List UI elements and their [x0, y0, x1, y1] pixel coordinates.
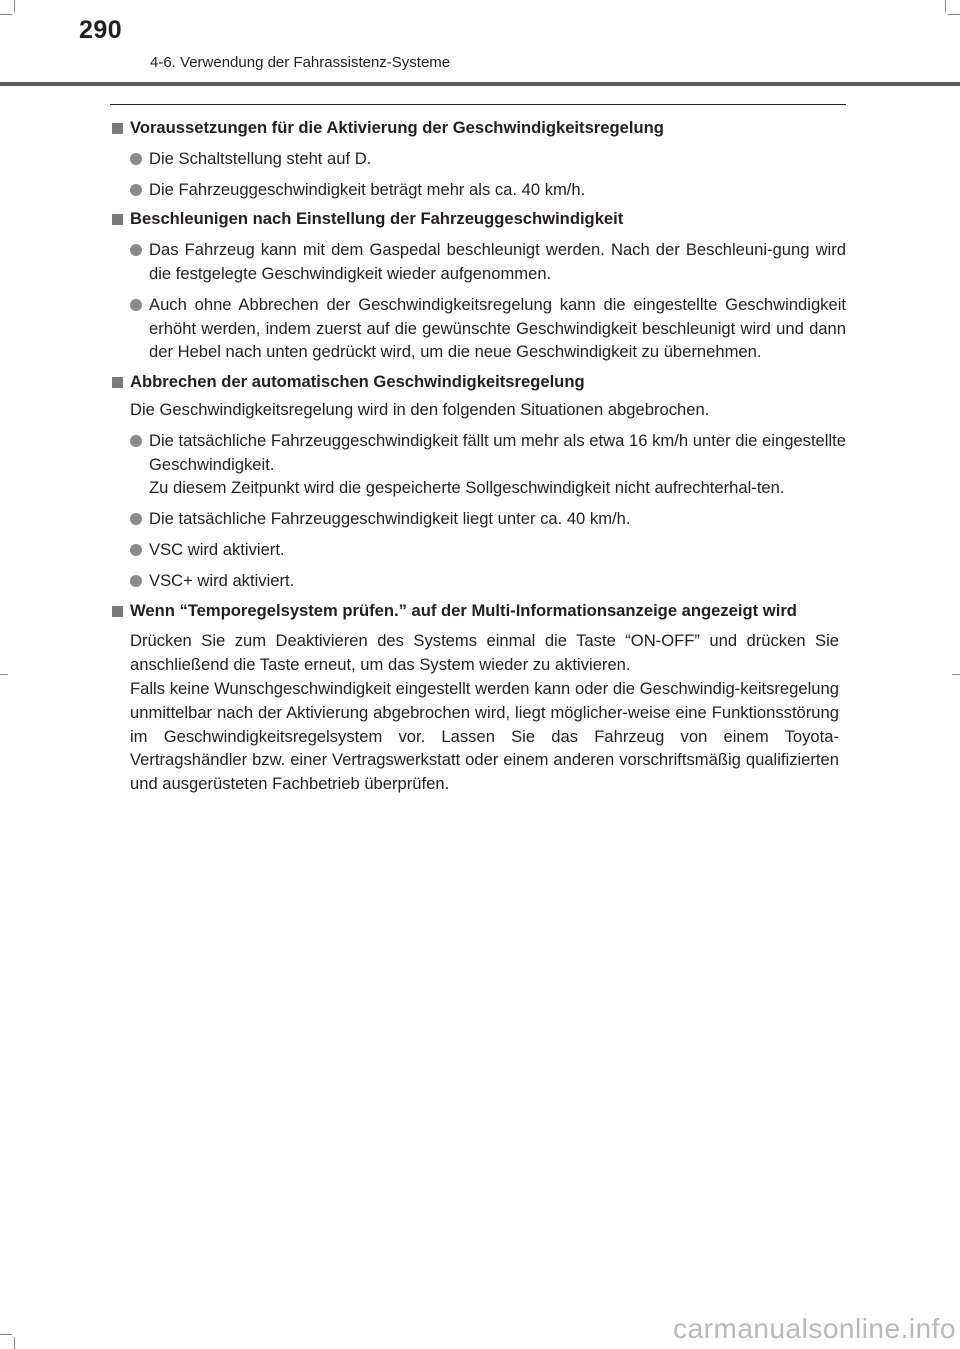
list-item-text: Die Fahrzeuggeschwindigkeit beträgt mehr als ca. 40 km/h. [149, 179, 586, 199]
section-heading [112, 599, 846, 623]
list-item-text: Auch ohne Abbrechen der Geschwindigkeitsregelung kann die eingestellte Geschwindigkeit erhöht werden, indem zuerst auf die gewünschte Geschwindigkeit beschleunigt wird und dann der Hebel nach unten gedrückt wird, um die neue Geschwindigkeit zu übernehmen. [149, 294, 846, 362]
list-item-text: Die tatsächliche Fahrzeuggeschwindigkeit liegt unter ca. 40 km/h. [149, 509, 631, 529]
square-bullet-icon [112, 123, 123, 134]
paragraph-text: Drücken Sie zum Deaktivieren des Systems einmal die Taste “ON-OFF” und drücken Sie anschließend die Taste erneut, um das System wieder zu aktivieren. [130, 631, 839, 675]
section-heading [112, 370, 846, 394]
list-item [112, 147, 846, 171]
square-bullet-icon [112, 606, 123, 617]
list-item [112, 569, 846, 593]
circle-bullet-icon [130, 299, 142, 311]
crop-mark [948, 14, 960, 15]
list-item [112, 178, 846, 202]
crop-mark [14, 1337, 15, 1349]
list-item [112, 538, 846, 562]
crop-mark [952, 674, 960, 675]
circle-bullet-icon [130, 435, 142, 447]
section-heading [112, 207, 846, 231]
list-item [112, 293, 846, 364]
crop-mark [0, 1334, 12, 1335]
list-item-line: Die tatsächliche Fahrzeuggeschwindigkeit fällt um mehr als etwa 16 km/h unter die eingestellte Geschwindigkeit. [149, 430, 846, 474]
crop-mark [14, 0, 15, 12]
section-heading-text: Abbrechen der automatischen Geschwindigkeitsregelung [130, 372, 585, 392]
circle-bullet-icon [130, 184, 142, 196]
list-item [112, 507, 846, 531]
list-item-line: Zu diesem Zeitpunkt wird die gespeicherte Sollgeschwindigkeit nicht aufrechterhal-ten. [149, 478, 785, 498]
list-item [112, 429, 846, 500]
circle-bullet-icon [130, 153, 142, 165]
section-heading [112, 116, 846, 140]
crop-mark [0, 14, 12, 15]
paragraph [112, 629, 839, 796]
list-item-text: Die Schaltstellung steht auf D. [149, 148, 372, 168]
circle-bullet-icon [130, 544, 142, 556]
crop-mark [945, 0, 946, 12]
list-item-text: VSC+ wird aktiviert. [149, 570, 295, 590]
circle-bullet-icon [130, 513, 142, 525]
header-bar [0, 82, 960, 86]
section-heading-text: Wenn “Temporegelsystem prüfen.” auf der Multi-Informationsanzeige angezeigt wird [130, 600, 797, 620]
list-item [112, 238, 846, 286]
page-number: 290 [79, 16, 123, 44]
square-bullet-icon [112, 214, 123, 225]
crop-mark [0, 674, 8, 675]
watermark: carmanualsonline.info [673, 1313, 956, 1344]
list-item-text: Das Fahrzeug kann mit dem Gaspedal beschleunigt werden. Nach der Beschleuni-gung wird die festgelegte Geschwindigkeit wieder aufgenommen. [149, 240, 846, 283]
section-title: 4-6. Verwendung der Fahrassistenz-Systeme [150, 54, 451, 71]
section-intro: Die Geschwindigkeitsregelung wird in den folgenden Situationen abgebrochen. [130, 399, 710, 419]
list-item-text [149, 429, 846, 500]
circle-bullet-icon [130, 575, 142, 587]
section-heading-text: Voraussetzungen für die Aktivierung der Geschwindigkeitsregelung [130, 118, 664, 137]
list-item-text: VSC wird aktiviert. [149, 539, 285, 559]
section-heading-text: Beschleunigen nach Einstellung der Fahrzeuggeschwindigkeit [130, 209, 624, 229]
square-bullet-icon [112, 377, 123, 388]
section-divider [110, 104, 846, 105]
paragraph-text: Falls keine Wunschgeschwindigkeit eingestellt werden kann oder die Geschwindig-keitsregelung unmittelbar nach der Aktivierung abgebrochen wird, liegt möglicher-weise eine Funktionsstörung im Geschwindigkeitsregelsystem vor. Lassen Sie das Fahrzeug von einem Toyota-Vertragshändler bzw. einer Vertragswerkstatt oder einem anderen vorschriftsmäßig qualifizierten und ausgerüsteten Fachbetrieb überprüfen. [130, 678, 839, 794]
main-content [112, 116, 846, 796]
circle-bullet-icon [130, 244, 142, 256]
